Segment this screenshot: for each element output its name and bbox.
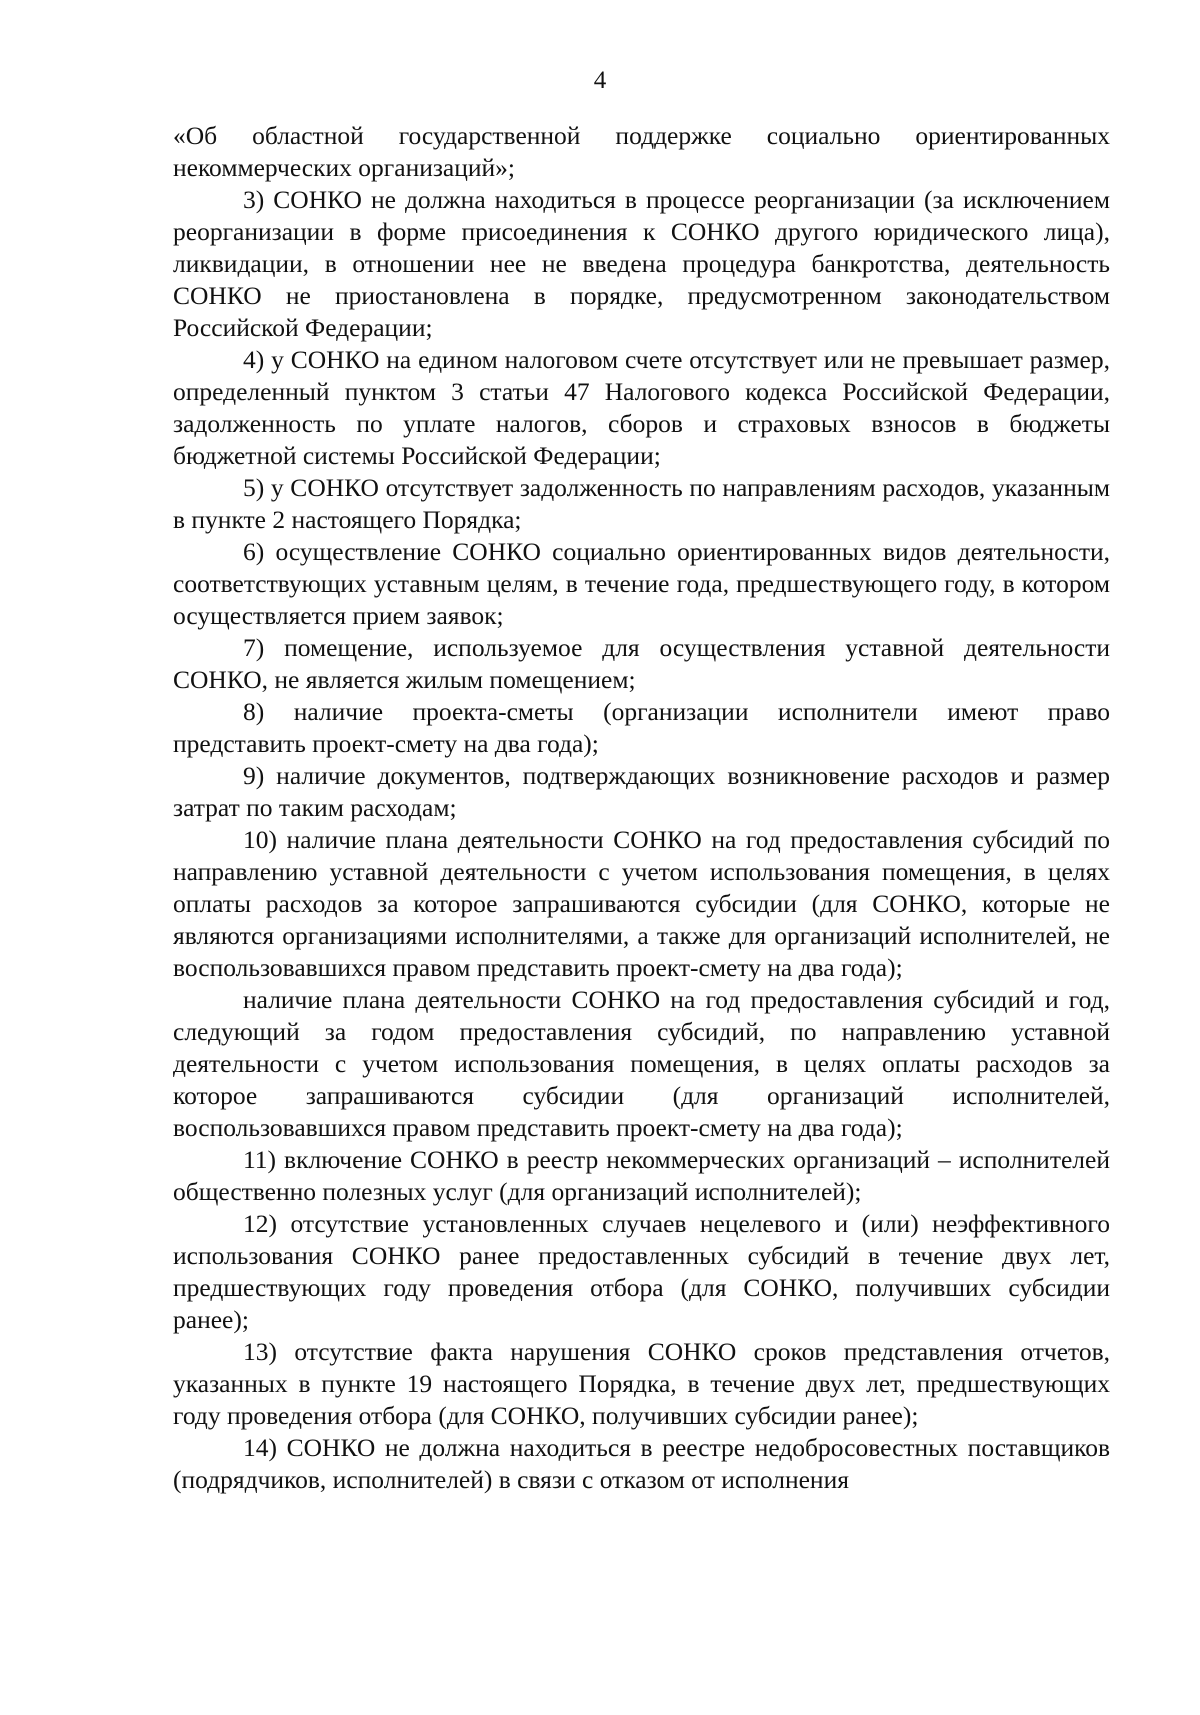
page-number: 4 (593, 67, 607, 94)
paragraph-item-10-continued: наличие плана деятельности СОНКО на год предоставления субсидий и год, следующий за годом предоставления субсидий, по направлению уставной деятельности с учетом использования помещения, в целях оплаты расходов за которое запрашиваются субсидии (для организаций исполнителей, воспользовавшихся правом представить проект-смету на два года); (173, 985, 1110, 1142)
paragraph-item-14: 14) СОНКО не должна находиться в реестре недобросовестных поставщиков (подрядчиков, исполнителей) в связи с отказом от исполнения (173, 1433, 1110, 1494)
paragraph-item-6: 6) осуществление СОНКО социально ориентированных видов деятельности, соответствующих уставным целям, в течение года, предшествующего году, в котором осуществляется прием заявок; (173, 537, 1110, 630)
paragraph-item-11: 11) включение СОНКО в реестр некоммерческих организаций – исполнителей общественно полезных услуг (для организаций исполнителей); (173, 1145, 1110, 1206)
paragraph-item-3: 3) СОНКО не должна находиться в процессе реорганизации (за исключением реорганизации в форме присоединения к СОНКО другого юридического лица), ликвидации, в отношении нее не введена процедура банкротства, деятельность СОНКО не приостановлена в порядке, предусмотренном законодательством Российской Федерации; (173, 185, 1110, 342)
paragraph-item-4: 4) у СОНКО на едином налоговом счете отсутствует или не превышает размер, определенный пунктом 3 статьи 47 Налогового кодекса Российской Федерации, задолженность по уплате налогов, сборов и страховых взносов в бюджеты бюджетной системы Российской Федерации; (173, 345, 1110, 470)
paragraph-item-9: 9) наличие документов, подтверждающих возникновение расходов и размер затрат по таким расходам; (173, 761, 1110, 822)
paragraph-item-5: 5) у СОНКО отсутствует задолженность по направлениям расходов, указанным в пункте 2 настоящего Порядка; (173, 473, 1110, 534)
paragraph-continuation: «Об областной государственной поддержке социально ориентированных некоммерческих организаций»; (173, 121, 1110, 182)
document-body (173, 120, 1110, 1496)
paragraph-item-7: 7) помещение, используемое для осуществления уставной деятельности СОНКО, не является жилым помещением; (173, 633, 1110, 694)
paragraph-item-12: 12) отсутствие установленных случаев нецелевого и (или) неэффективного использования СОНКО ранее предоставленных субсидий в течение двух лет, предшествующих году проведения отбора (для СОНКО, получивших субсидии ранее); (173, 1209, 1110, 1334)
paragraph-item-10: 10) наличие плана деятельности СОНКО на год предоставления субсидий по направлению уставной деятельности с учетом использования помещения, в целях оплаты расходов за которое запрашиваются субсидии (для СОНКО, которые не являются организациями исполнителями, а также для организаций исполнителей, не воспользовавшихся правом представить проект-смету на два года); (173, 825, 1110, 982)
paragraph-item-13: 13) отсутствие факта нарушения СОНКО сроков представления отчетов, указанных в пункте 19 настоящего Порядка, в течение двух лет, предшествующих году проведения отбора (для СОНКО, получивших субсидии ранее); (173, 1337, 1110, 1430)
paragraph-item-8: 8) наличие проекта-сметы (организации исполнители имеют право представить проект-смету на два года); (173, 697, 1110, 758)
